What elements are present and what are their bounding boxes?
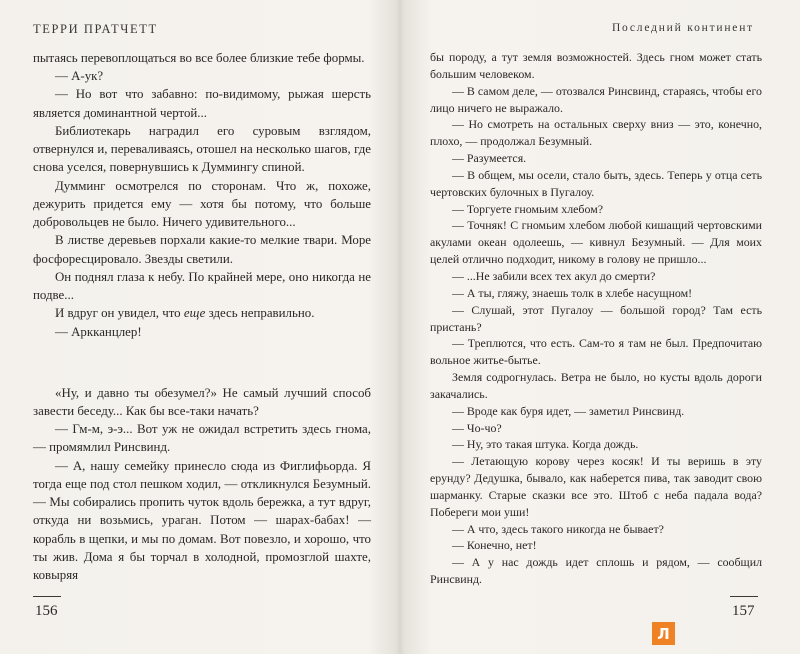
paragraph: — Летающую корову через косяк! И ты веришь в эту ерунду? Дедушка, бывало, как наберется пива, так заводит свою шарманку. Старые сказки все это. Штоб с неба падала вода? Побереги мои уши! <box>430 454 762 519</box>
page-number: 156 <box>35 603 58 619</box>
paragraph: «Ну, и давно ты обезумел?» Не самый лучший способ завести беседу... Как бы все-таки начать? <box>33 385 371 418</box>
paragraph: пытаясь перевоплощаться во все более близкие тебе формы. <box>33 51 365 65</box>
paragraph: — Гм-м, э-э... Вот уж не ожидал встретить здесь гнома, — промямлил Ринсвинд. <box>33 422 371 455</box>
paragraph: — Но смотреть на остальных сверху вниз — это, конечно, плохо, — продолжал Безумный. <box>430 117 762 149</box>
emphasis: еще <box>183 306 206 321</box>
paragraph: — В самом деле, — отозвался Ринсвинд, стараясь, чтобы его лицо ничего не выражало. <box>430 83 762 115</box>
folio-rule <box>730 596 758 597</box>
page-number: 157 <box>732 603 755 619</box>
paragraph: — Но вот что забавно: по-видимому, рыжая шерсть является доминантной чертой... <box>33 87 371 120</box>
paragraph: — Конечно, нет! <box>452 538 537 553</box>
text-run: И вдруг он увидел, что <box>55 306 184 321</box>
left-page-text <box>33 49 371 584</box>
paragraph: — А что, здесь такого никогда не бывает? <box>452 521 664 536</box>
paragraph: бы породу, а тут земля возможностей. Здесь гном может стать большим человеком. <box>430 50 762 81</box>
right-page-text <box>430 49 762 588</box>
paragraph: — Ну, это такая штука. Когда дождь. <box>452 437 639 452</box>
right-page <box>400 0 800 654</box>
folio-rule <box>33 596 61 597</box>
paragraph: — А, нашу семейку принесло сюда из Фиглифьорда. Я тогда еще под стол пешком ходил, — откликнулся Безумный. — Мы собирались пропить чуток вдоль бережка, а тут вдруг, откуда ни возьмись, ураган. Потом — шарах-бабах! — корабль в щепки, и мы по домам. Вот повезло, и хорошо, что ты жив. Дома я бы торчал в холодной, промозглой шахте, ковыряя <box>33 458 371 583</box>
publisher-logo <box>652 622 675 645</box>
logo-letter: Л <box>657 624 670 643</box>
running-head-author: ТЕРРИ ПРАТЧЕТТ <box>33 22 158 36</box>
paragraph: — А у нас дождь идет сплошь и рядом, — сообщил Ринсвинд. <box>430 555 762 587</box>
paragraph: — Аркканцлер! <box>55 324 142 339</box>
paragraph: — Точняк! С гномьим хлебом любой кишащий чертовскими акулами океан одолеешь, — кивнул Безумный. — Для моих целей отлично подходит, никому в голову не пришло... <box>430 218 762 267</box>
paragraph: В листве деревьев порхали какие-то мелкие твари. Море фосфоресцировало. Звезды светили. <box>33 233 371 266</box>
paragraph: — Чо-чо? <box>452 420 502 435</box>
paragraph: Он поднял глаза к небу. По крайней мере, оно никогда не подве... <box>33 269 371 303</box>
paragraph: — Слушай, этот Пугалоу — большой город? Там есть пристань? <box>430 302 762 334</box>
paragraph: — Треплются, что есть. Сам-то я там не был. Предпочитаю вольное житье-бытье. <box>430 336 762 368</box>
paragraph: Библиотекарь наградил его суровым взглядом, отвернулся и, переваливаясь, отошел на несколько шагов, где снова уселся, повернувшись к Думмингу спиной. <box>33 123 371 175</box>
paragraph: — Торгуете гномьим хлебом? <box>452 201 604 216</box>
section-break <box>33 341 371 384</box>
paragraph: — Вроде как буря идет, — заметил Ринсвинд. <box>452 403 685 418</box>
paragraph: Земля содрогнулась. Ветра не было, но кусты вдоль дороги закачались. <box>430 370 762 401</box>
paragraph: Думминг осмотрелся по сторонам. Что ж, похоже, дежурить придется ему — хотя бы потому, что больше добровольцев не было. Ничего удивительного... <box>33 178 371 230</box>
paragraph: — ...Не забили всех тех акул до смерти? <box>452 268 656 283</box>
running-head-title: Последний континент <box>611 22 754 34</box>
paragraph: — В общем, мы осели, стало быть, здесь. Теперь у отца сеть чертовских булочных в Пугалоу. <box>430 167 762 199</box>
paragraph: — А-ук? <box>55 69 104 84</box>
text-run: здесь неправильно. <box>205 306 315 321</box>
paragraph: — Разумеется. <box>452 151 527 166</box>
paragraph-with-emphasis <box>33 304 371 322</box>
paragraph: — А ты, гляжу, знаешь толк в хлебе насущном! <box>452 285 693 300</box>
